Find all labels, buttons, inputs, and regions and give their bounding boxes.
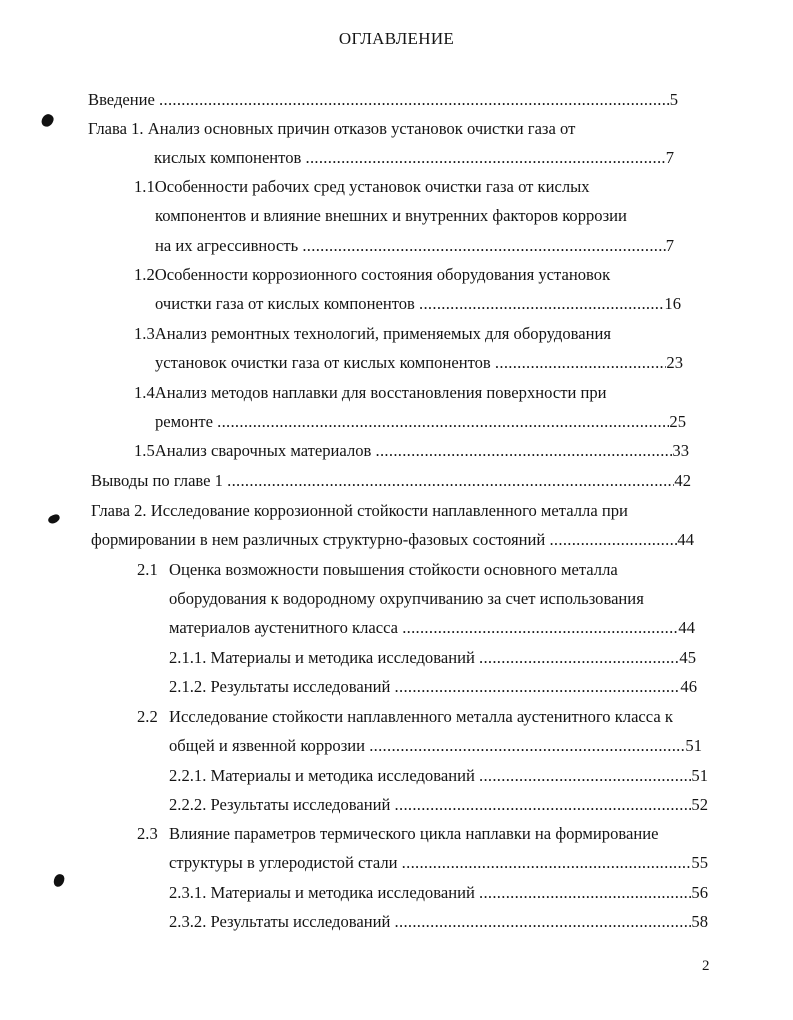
toc-section-text: Особенности коррозионного состояния оборудования установок	[154, 265, 611, 284]
toc-entry-section-2-3-2	[169, 912, 708, 932]
toc-section-number: 1.3	[134, 324, 155, 343]
toc-entry-text: ремонте	[155, 412, 213, 431]
toc-entry-text: установок очистки газа от кислых компонентов	[155, 353, 491, 372]
toc-leader-dots	[301, 148, 665, 168]
toc-entry-section-1-1	[155, 236, 674, 256]
toc-entry-text: общей и язвенной коррозии	[169, 736, 366, 755]
toc-page-number: 56	[691, 883, 708, 902]
toc-leader-dots	[398, 853, 692, 873]
toc-leader-dots	[398, 618, 678, 638]
toc-page-number: 51	[685, 736, 702, 755]
toc-page-number: 23	[666, 353, 683, 372]
toc-section-text: Исследование стойкости наплавленного металла аустенитного класса к	[169, 707, 673, 726]
toc-entry-text: 2.2.1. Материалы и методика исследований	[169, 766, 475, 785]
toc-page-number: 7	[665, 148, 674, 167]
toc-leader-dots	[475, 766, 692, 786]
toc-entry-text: кислых компонентов	[154, 148, 302, 167]
toc-entry-label	[134, 441, 371, 461]
toc-page-number: 55	[691, 853, 708, 872]
toc-section-text: Оценка возможности повышения стойкости основного металла	[169, 560, 618, 579]
toc-entry-text: Анализ сварочных материалов	[154, 441, 372, 460]
ink-blot	[40, 112, 55, 128]
toc-entry-text: 2.2.2. Результаты исследований	[169, 795, 391, 814]
toc-page-number: 46	[680, 677, 697, 696]
toc-section-2-1-continuation: оборудования к водородному охрупчиванию за счет использования	[169, 589, 644, 608]
page-number: 2	[702, 958, 710, 974]
toc-chapter-2-title: Глава 2. Исследование коррозионной стойкости наплавленного металла при	[91, 501, 628, 520]
toc-leader-dots	[298, 236, 666, 256]
toc-section-1-1-title	[134, 177, 590, 197]
toc-section-2-3-title	[137, 824, 659, 844]
toc-page-number: 51	[691, 766, 708, 785]
toc-leader-dots	[213, 412, 669, 432]
toc-leader-dots	[371, 441, 672, 461]
toc-entry-section-2-1-2	[169, 677, 697, 697]
toc-entry-text: материалов аустенитного класса	[169, 618, 399, 637]
toc-entry-section-2-3-1	[169, 883, 708, 903]
toc-entry-section-2-3	[169, 853, 708, 873]
toc-entry-section-2-2-1	[169, 766, 708, 786]
toc-section-number: 2.1	[137, 560, 158, 579]
toc-leader-dots	[390, 912, 691, 932]
toc-entry-intro	[88, 90, 678, 110]
toc-entry-text: 2.3.2. Результаты исследований	[169, 912, 391, 931]
toc-entry-section-2-1	[169, 618, 695, 638]
toc-leader-dots	[223, 471, 674, 491]
ink-blot	[52, 873, 65, 888]
toc-entry-section-2-2	[169, 736, 702, 756]
toc-entry-text: структуры в углеродистой стали	[169, 853, 398, 872]
toc-section-1-3-title	[134, 324, 611, 344]
toc-page-number: 44	[677, 530, 694, 549]
toc-page-number: 5	[669, 90, 678, 109]
toc-entry-text: Введение	[88, 90, 155, 109]
toc-page-number: 33	[672, 441, 689, 460]
toc-section-1-4-title	[134, 383, 607, 403]
toc-section-number: 1.1	[134, 177, 155, 196]
toc-entry-text: 2.3.1. Материалы и методика исследований	[169, 883, 475, 902]
ink-blot	[47, 513, 61, 525]
toc-entry-conclusions-1	[91, 471, 691, 491]
toc-page-number: 58	[691, 912, 708, 931]
toc-page-number: 45	[679, 648, 696, 667]
toc-entry-text: очистки газа от кислых компонентов	[155, 294, 415, 313]
toc-entry-section-2-2-2	[169, 795, 708, 815]
toc-leader-dots	[545, 530, 677, 550]
toc-leader-dots	[390, 795, 691, 815]
toc-section-number: 1.4	[134, 383, 155, 402]
toc-chapter-1-title: Глава 1. Анализ основных причин отказов установок очистки газа от	[88, 119, 576, 138]
toc-entry-section-1-2	[155, 294, 681, 314]
toc-page-number: 7	[665, 236, 674, 255]
toc-entry-chapter-1	[154, 148, 674, 168]
toc-section-number: 2.2	[137, 707, 158, 726]
toc-section-number: 1.2	[134, 265, 155, 284]
toc-entry-section-2-1-1	[169, 648, 696, 668]
toc-entry-chapter-2	[91, 530, 694, 550]
toc-page-number: 25	[669, 412, 686, 431]
toc-entry-section-1-5	[134, 441, 689, 461]
toc-section-1-2-title	[134, 265, 610, 285]
toc-leader-dots	[475, 648, 680, 668]
toc-section-text: Анализ методов наплавки для восстановления поверхности при	[154, 383, 607, 402]
toc-leader-dots	[155, 90, 670, 110]
toc-section-text: Особенности рабочих сред установок очистки газа от кислых	[154, 177, 590, 196]
toc-section-text: Влияние параметров термического цикла наплавки на формирование	[169, 824, 659, 843]
toc-page-number: 52	[691, 795, 708, 814]
toc-entry-section-1-3	[155, 353, 683, 373]
toc-section-text: Анализ ремонтных технологий, применяемых для оборудования	[154, 324, 612, 343]
toc-entry-text: 2.1.1. Материалы и методика исследований	[169, 648, 475, 667]
toc-section-1-1-continuation: компонентов и влияние внешних и внутренних факторов коррозии	[155, 206, 627, 225]
toc-page-number: 42	[674, 471, 691, 490]
toc-entry-text: 2.1.2. Результаты исследований	[169, 677, 391, 696]
toc-section-2-1-title	[137, 560, 618, 580]
toc-leader-dots	[415, 294, 665, 314]
toc-page-number: 16	[664, 294, 681, 313]
toc-section-number: 2.3	[137, 824, 158, 843]
toc-leader-dots	[475, 883, 692, 903]
toc-entry-section-1-4	[155, 412, 686, 432]
toc-leader-dots	[491, 353, 667, 373]
toc-page-number: 44	[678, 618, 695, 637]
toc-entry-text: на их агрессивность	[155, 236, 299, 255]
page-title: ОГЛАВЛЕНИЕ	[338, 29, 455, 48]
toc-entry-text: Выводы по главе 1	[91, 471, 223, 490]
toc-leader-dots	[365, 736, 685, 756]
toc-section-2-2-title	[137, 707, 673, 727]
toc-entry-text: формировании в нем различных структурно-фазовых состояний	[91, 530, 546, 549]
toc-leader-dots	[390, 677, 680, 697]
toc-section-number: 1.5	[134, 441, 155, 460]
